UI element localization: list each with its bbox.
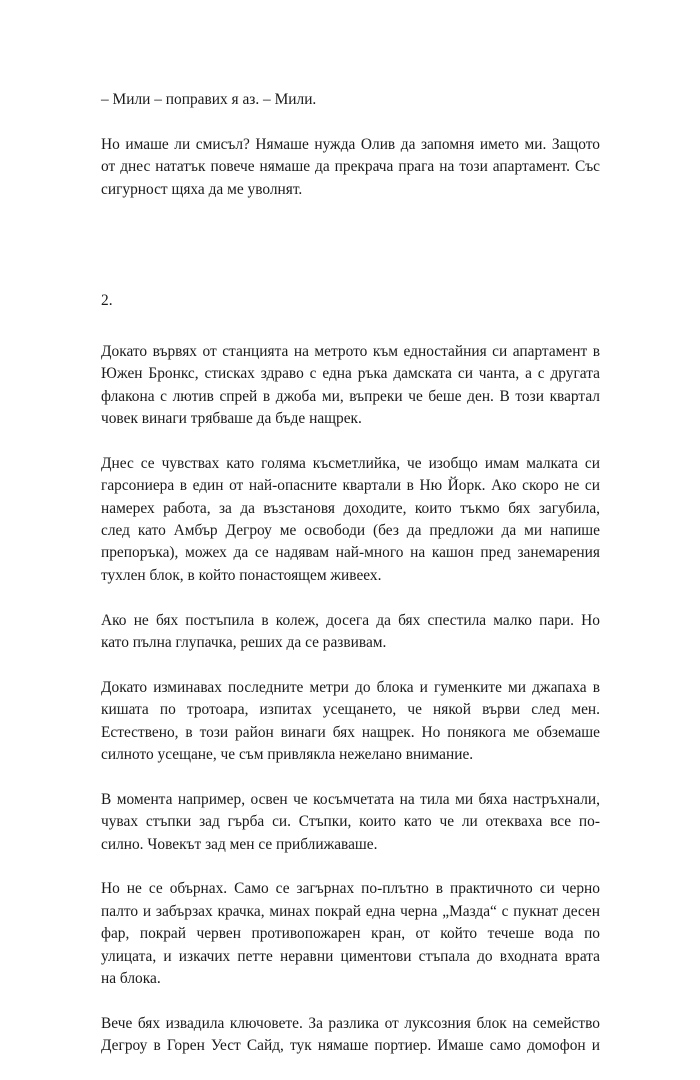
text-line: Докато вървях от станцията на метрото към едностайния си апартамент в — [101, 342, 600, 360]
text-line: чувах стъпки зад гърба си. Стъпки, които като че ли отекваха все по- — [101, 813, 600, 831]
document-page — [101, 89, 600, 1080]
text-line: сигурност щяха да ме уволнят. — [101, 180, 303, 198]
paragraph — [101, 789, 600, 856]
text-line: Днес се чувствах като голяма късметлийка, че изобщо имам малката си — [101, 454, 600, 472]
text-line: на блока. — [101, 970, 161, 988]
text-line: Южен Бронкс, стисках здраво с една ръка дамската си чанта, а с другата — [101, 365, 600, 383]
text-line: гарсониера в един от най-опасните квартали в Ню Йорк. Ако скоро не си — [101, 477, 600, 495]
text-line: тухлен блок, в който понастоящем живеех. — [101, 566, 382, 584]
text-line: палто и забързах крачка, минах покрай една черна „Мазда“ с пукнат десен — [101, 902, 600, 920]
paragraph — [101, 878, 600, 990]
text-line: намерех работа, за да възстановя доходите, които тъкмо бях загубила, — [101, 499, 600, 517]
paragraph — [101, 89, 600, 111]
text-line: препоръка), можех да се надявам най-много на кашон пред занемарения — [101, 544, 600, 562]
text-line: фар, покрай червен противопожарен кран, от който течеше вода по — [101, 925, 600, 943]
text-line: В момента например, освен че косъмчетата на тила ми бяха настръхнали, — [101, 790, 600, 808]
text-line: от днес нататък повече нямаше да прекрача прага на този апартамент. Със — [101, 158, 600, 176]
text-line: Естествено, в този район винаги бях нащрек. Но понякога ме обземаше — [101, 723, 600, 741]
text-line: Но не се обърнах. Само се загърнах по-плътно в практичното си черно — [101, 880, 600, 898]
section-top — [101, 89, 600, 201]
text-line: Дегроу в Горен Уест Сайд, тук нямаше портиер. Имаше само домофон и — [101, 1037, 600, 1055]
text-line: силното усещане, че съм привлякла нежелано внимание. — [101, 746, 474, 764]
text-line: кишата по тротоара, изпитах усещането, че някой върви след мен. — [101, 701, 600, 719]
text-line: човек винаги трябваше да бъде нащрек. — [101, 410, 362, 428]
text-line: Вече бях извадила ключовете. За разлика от луксозния блок на семейство — [101, 1014, 600, 1032]
text-line: флакона с лютив спрей в джоба ми, въпреки че беше ден. В този квартал — [101, 387, 600, 405]
text-line: Но имаше ли смисъл? Нямаше нужда Олив да запомня името ми. Защото — [101, 135, 600, 153]
text-line: като пълна глупачка, реших да се развивам. — [101, 634, 387, 652]
paragraph — [101, 610, 600, 655]
paragraph — [101, 134, 600, 201]
text-line: – Мили – поправих я аз. – Мили. — [101, 91, 317, 108]
text-line: улицата, и изкачих петте неравни циментови стъпала до входната врата — [101, 947, 600, 965]
text-line: Ако не бях постъпила в колеж, досега да бях спестила малко пари. Но — [101, 611, 600, 629]
text-line: Докато изминавах последните метри до блока и гуменките ми джапаха в — [101, 678, 600, 696]
paragraph — [101, 677, 600, 767]
chapter-number: 2. — [101, 292, 113, 310]
paragraph — [101, 453, 600, 587]
text-line: след като Амбър Дегроу ме освободи (без да предложи да ми напише — [101, 522, 600, 540]
section-main — [101, 341, 600, 1058]
paragraph — [101, 1013, 600, 1058]
paragraph — [101, 341, 600, 431]
text-line: силно. Човекът зад мен се приближаваше. — [101, 835, 378, 853]
